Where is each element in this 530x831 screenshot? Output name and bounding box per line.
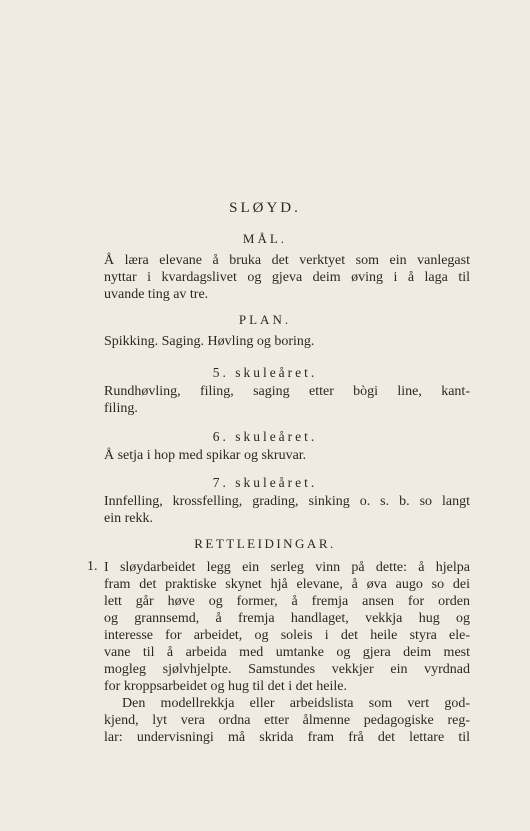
maal-paragraph (104, 252, 470, 303)
text-line: Å setja i hop med spikar og skruvar. (104, 448, 307, 463)
page-title: SLØYD. (229, 200, 301, 216)
text-line: interesse for arbeidet, og soleis i det heile styra ele- (104, 628, 470, 643)
text-line: og grannsemd, å fremja handlaget, vekkja hug og (104, 611, 470, 626)
text-line: fram det praktiske skynet hjå elevane, å øva augo so dei (104, 577, 470, 592)
text-line: Rundhøvling, filing, saging etter bògi line, kant- (104, 384, 470, 399)
text-line: filing. (104, 401, 138, 416)
list-number: 1. (87, 559, 98, 574)
year-7-paragraph (104, 493, 470, 527)
section-heading-plan: PLAN. (238, 312, 292, 327)
rettleidingar-paragraph (104, 559, 470, 746)
text-line: Spikking. Saging. Høvling og boring. (104, 334, 315, 349)
text-line: kjend, lyt vera ordna etter ålmenne pedagogiske reg- (104, 713, 470, 728)
text-line: ein rekk. (104, 511, 153, 526)
text-line: lar: undervisningi må skrida fram frå det lettare til (104, 730, 470, 745)
year-6-paragraph (104, 447, 470, 464)
subheading-year-6: 6. skuleåret. (212, 429, 318, 444)
text-line: uvande ting av tre. (104, 287, 209, 302)
text-line: Innfelling, krossfelling, grading, sinking o. s. b. so langt (104, 494, 470, 509)
text-line: nyttar i kvardagslivet og gjeva deim øving i å laga til (104, 270, 470, 285)
text-line: for kroppsarbeidet og hug til det i det heile. (104, 679, 347, 694)
section-heading-maal: MÅL. (242, 231, 288, 246)
subheading-year-5: 5. skuleåret. (212, 365, 318, 380)
year-5-paragraph (104, 383, 470, 417)
subheading-year-7: 7. skuleåret. (212, 475, 318, 490)
text-line: lett går høve og former, å fremja ansen for orden (104, 594, 470, 609)
text-line: Å læra elevane å bruka det verktyet som ein vanlegast (104, 253, 470, 268)
text-line: Den modellrekkja eller arbeidslista som vert god- (122, 696, 470, 711)
text-line: mogleg sjølvhjelpte. Samstundes vekkjer ein vyrdnad (104, 662, 470, 677)
section-heading-rettleidingar: RETTLEIDINGAR. (194, 536, 336, 551)
text-line: vane til å arbeida med umtanke og gjera deim mest (104, 645, 470, 660)
text-line: I sløydarbeidet legg ein serleg vinn på dette: å hjelpa (104, 560, 470, 575)
plan-line (104, 333, 470, 350)
